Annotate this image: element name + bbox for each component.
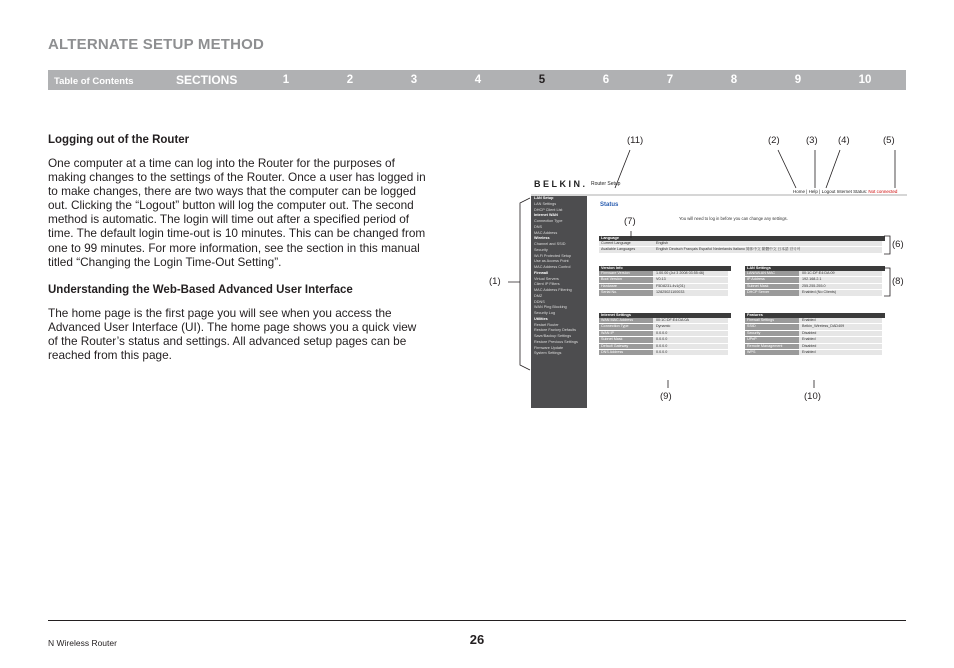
panel-row-label: Firewall Settings (745, 318, 799, 323)
sidebar-menu-item[interactable]: Connection Type (534, 219, 563, 223)
callout-9: (9) (660, 391, 672, 402)
panel-row-label: DHCP Server (745, 290, 799, 295)
panel-row-label: Subnet Mask (745, 284, 799, 289)
panel-row-label: Hardware (599, 284, 653, 289)
panel-row-label: WAN MAC Address (599, 318, 653, 323)
panel-row-value: Enabled (799, 337, 882, 342)
callout-line-11 (615, 150, 630, 188)
sidebar-menu-item[interactable]: Wi-Fi Protected Setup (534, 253, 572, 258)
panel-row-value: Dynamic (653, 324, 728, 329)
panel-row-value: 0.0.0.0 (653, 344, 728, 349)
panel-row-value: 192.168.2.1 (799, 277, 882, 282)
text-line: of the Router’s status and settings. All advanced setup pages can be (48, 334, 407, 349)
text-line: titled “Changing the Login Time-Out Setting”. (48, 254, 282, 269)
panel-row-value: 00:1C:DF:E4:DA:09 (799, 271, 882, 276)
sidebar-menu-item[interactable]: Use as Access Point (534, 259, 569, 264)
page-number: 26 (469, 632, 485, 647)
panel-header: Language (599, 236, 885, 241)
text-line: One computer at a time can log into the Router for the purposes of (48, 156, 395, 170)
panel-row-label: Security (745, 331, 799, 336)
text-line: one to 99 minutes. For more information, see the section in this manual (48, 240, 420, 255)
callout-10: (10) (804, 391, 821, 402)
callout-line-8 (884, 268, 890, 296)
panel-row-label: SSID (745, 324, 799, 329)
panel-row-label: Default Gateway (599, 344, 653, 349)
sidebar-menu-item[interactable]: Restore Previous Settings (534, 339, 578, 344)
sidebar-section-heading: Utilities (534, 316, 548, 321)
callout-line-4 (826, 150, 840, 188)
sidebar-menu-item[interactable]: LAN Settings (534, 201, 557, 206)
sidebar-menu-item[interactable]: WAN Ping Blocking (534, 305, 567, 310)
text-line: reached from this page. (48, 348, 172, 363)
callout-line-2 (778, 150, 796, 188)
footer-divider (48, 620, 906, 621)
panel-row-label: Serial No. (599, 290, 653, 295)
sidebar-menu-item[interactable]: MAC Address Control (534, 265, 571, 269)
panel-header: Internet Settings (599, 313, 731, 318)
callout-4: (4) (838, 135, 850, 146)
callout-line-6 (884, 236, 890, 254)
callout-7: (7) (624, 216, 636, 227)
panel-row-value: F5D8231-4v1(01) (653, 284, 728, 289)
section-link-1[interactable]: 1 (282, 74, 290, 86)
text-line: making changes to the settings of the Router. Once a user has logged in (48, 170, 426, 185)
table-of-contents-link[interactable]: Table of Contents (54, 76, 134, 87)
heading-understanding-ui: Understanding the Web-Based Advanced User Interface (48, 284, 353, 296)
sidebar-menu-item[interactable]: Restore Factory Defaults (534, 328, 576, 333)
panel-row-label: Boot Version (599, 277, 653, 282)
sidebar-menu-item[interactable]: DMZ (534, 293, 543, 298)
panel-header: Version Info (599, 266, 731, 271)
internet-status-value: Not connected (868, 189, 898, 194)
status-title: Status (600, 202, 619, 208)
sidebar-menu-item[interactable]: Client IP Filters (534, 282, 560, 287)
panel-row-label: Remote Management (745, 344, 799, 349)
text-line: Advanced User Interface (UI). The home page shows you a quick view (48, 320, 417, 335)
callout-8: (8) (892, 276, 904, 287)
callout-11: (11) (627, 135, 644, 146)
panel-row-value: Enabled (799, 318, 882, 323)
sidebar-menu-item[interactable]: DHCP Client List (534, 207, 563, 212)
panel-header: Features (745, 313, 885, 318)
sidebar-menu-item[interactable]: Security (534, 247, 548, 252)
top-links-text: Home | Help | Logout Internet Status: (793, 189, 868, 194)
panel-row-value: 12825021100033 (653, 290, 728, 295)
sidebar-section-heading: Wireless (534, 236, 550, 241)
footer-product-name: N Wireless Router (48, 638, 117, 648)
panel-row-value: 0.0.0.0 (653, 350, 728, 355)
sidebar-menu-item[interactable]: Restart Router (534, 322, 559, 327)
sidebar-menu-item[interactable]: DDNS (534, 299, 545, 304)
panel-row-label: Connection Type (599, 324, 653, 329)
panel-row-value: English (653, 241, 882, 246)
panel-row-value: English Deutsch Français Español Nederlands Italiano 简体中文 繁體中文 日本語 한국어 (653, 247, 882, 252)
callout-1: (1) (489, 276, 501, 287)
text-line: method is automatic. The login will time out after a specified period of (48, 212, 410, 227)
section-link-5[interactable]: 5 (538, 74, 546, 86)
text-line: out. Clicking the “Logout” button will log the computer out. The second (48, 198, 414, 213)
sections-label: SECTIONS (176, 73, 238, 87)
text-line: time. The default login time-out is 10 minutes. This can be changed from (48, 226, 426, 241)
panel-row-label: Subnet Mask (599, 337, 653, 342)
sidebar-menu-item[interactable]: Security Log (534, 311, 556, 315)
section-link-10[interactable]: 10 (858, 74, 872, 86)
sidebar-menu-item[interactable]: MAC Address Filtering (534, 288, 572, 292)
panel-row-label: DNS Address (599, 350, 653, 355)
panel-header: LAN Settings (745, 266, 885, 271)
panel-row-label: WAN IP (599, 331, 653, 336)
sidebar-menu-item[interactable]: Save/Backup Settings (534, 334, 572, 338)
section-link-2[interactable]: 2 (346, 74, 354, 86)
callout-2: (2) (768, 135, 780, 146)
panel-row-value: V0.13 (653, 277, 728, 282)
router-setup-label: Router Setup (591, 181, 621, 187)
panel-row-value: 0.0.0.0 (653, 337, 728, 342)
panel-row-value: Disabled (799, 344, 882, 349)
panel-row-value: Enabled (799, 350, 882, 355)
text-line: to make changes, there are two ways that the computer can be logged (48, 184, 416, 199)
callout-5: (5) (883, 135, 895, 146)
callout-6: (6) (892, 239, 904, 250)
section-link-7[interactable]: 7 (666, 74, 674, 86)
panel-row-label: Firmware Version (599, 271, 653, 276)
panel-row-value: 0.0.0.0 (653, 331, 728, 336)
panel-row-label: IP Address (745, 277, 799, 282)
panel-row-value: Belkin_Wireless_DAD409 (799, 324, 882, 329)
sidebar-section-heading: LAN Setup (534, 196, 554, 200)
section-link-9[interactable]: 9 (794, 74, 802, 86)
panel-row-value: 1.00.00 (Jul 3 2008 03:55:46) (653, 271, 728, 276)
panel-row-value: 00:1C:DF:E4:DA:0A (653, 318, 728, 323)
heading-logging-out: Logging out of the Router (48, 134, 190, 146)
text-line: The home page is the first page you will see when you access the (48, 306, 392, 320)
section-link-6[interactable]: 6 (602, 74, 610, 86)
panel-row-label: UPnP (745, 337, 799, 342)
panel-row-label: LAN/WLAN MAC (745, 271, 799, 276)
callout-line-1 (508, 198, 530, 370)
panel-row-value: Disabled (799, 331, 882, 336)
panel-row-value: 255.255.255.0 (799, 284, 882, 289)
sidebar-menu-item[interactable]: DNS (534, 224, 543, 229)
panel-row-label: Current Language (599, 241, 653, 246)
callout-3: (3) (806, 135, 818, 146)
sidebar-menu-item[interactable]: Firmware Update (534, 345, 564, 350)
sidebar-menu-item[interactable]: Virtual Servers (534, 276, 559, 281)
section-link-8[interactable]: 8 (730, 74, 738, 86)
panel-row-label: WPS (745, 350, 799, 355)
section-link-4[interactable]: 4 (474, 74, 482, 86)
section-title: ALTERNATE SETUP METHOD (48, 36, 265, 53)
panel-row-value: Enabled (No Clients) (799, 290, 882, 295)
sidebar-menu-item[interactable]: MAC Address (534, 230, 558, 235)
sidebar-menu-item[interactable]: System Settings (534, 351, 562, 356)
sidebar-section-heading: Firewall (534, 270, 549, 275)
belkin-logo: BELKIN. (534, 179, 588, 189)
login-message: You will need to log in before you can change any settings. (679, 216, 788, 221)
sidebar-section-heading: Internet WAN (534, 213, 558, 218)
panel-row-label: Available Languages (599, 247, 653, 252)
sidebar-menu-item[interactable]: Channel and SSID (534, 242, 566, 246)
section-link-3[interactable]: 3 (410, 74, 418, 86)
